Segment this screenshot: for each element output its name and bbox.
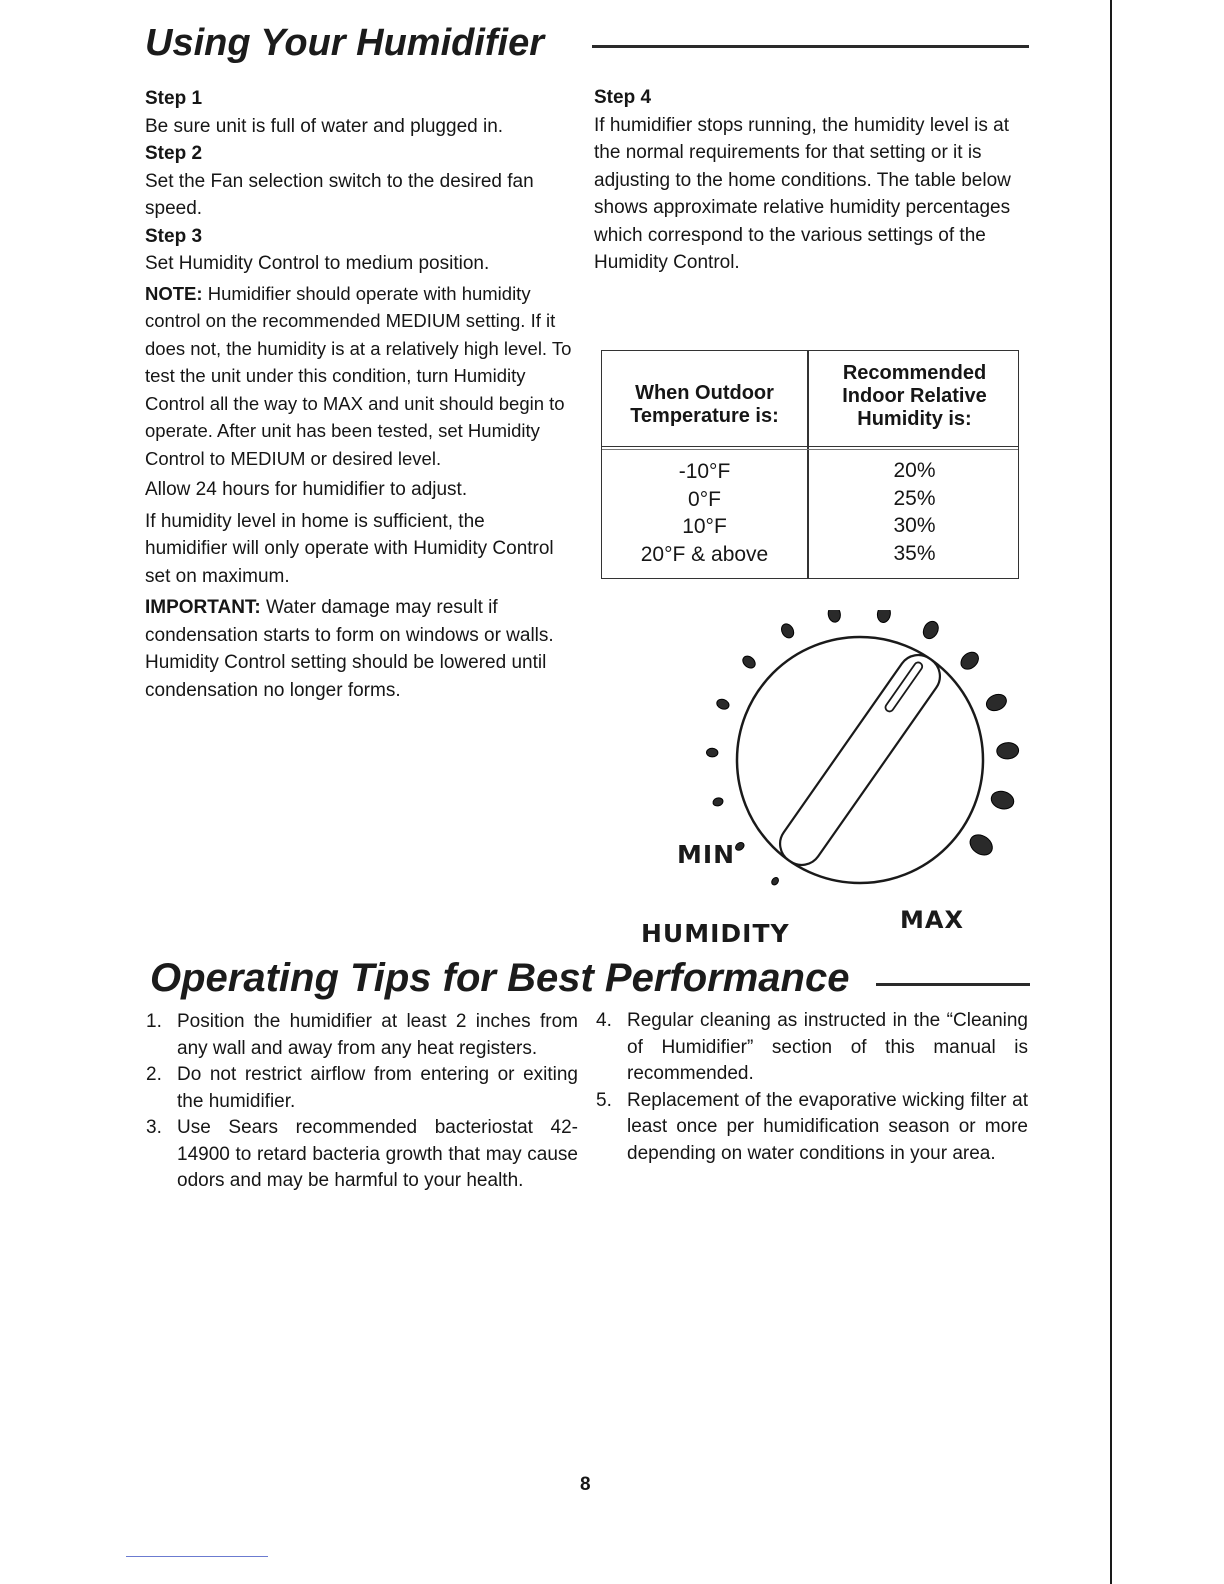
title-rule [876,983,1030,986]
note-text: Humidifier should operate with humidity control on the recommended MEDIUM setting. If it does not, the humidity is at a relatively high level. To test the unit under this condition, turn Humidity Control all the way to MAX and unit should begin to operate. After unit has been tested, set Humidity Control to MEDIUM or desired level. [145,282,572,469]
section-title-tips: Operating Tips for Best Performance [150,956,850,1000]
table-cell: 20% [893,459,936,482]
step-4-heading: Step 4 [594,87,652,108]
humidity-dial-illustration [625,610,1025,950]
allow-text: Allow 24 hours for humidifier to adjust. [145,479,468,500]
header-line: Recommended [842,362,987,384]
setting-dot [715,697,730,710]
important-text: Water damage may result if condensation starts to form on windows or walls. Humidity Control setting should be lowered until condensation no longer forms. [145,597,554,701]
table-cell: 30% [893,514,936,537]
footer-rule [126,1556,268,1557]
step-3-heading: Step 3 [145,225,203,247]
step-4-text: If humidifier stops running, the humidity level is at the normal requirements for that setting or it is adjusting to the home conditions. The table below shows approximate relative humidity percentages which correspond to the various settings of the Humidity Control. [594,114,1011,273]
header-line: Temperature is: [630,405,779,427]
step-1-text: Be sure unit is full of water and plugged in. [145,115,504,137]
list-item [146,1062,578,1115]
tips-list-right [596,1008,1028,1167]
step-2-heading: Step 2 [145,143,203,164]
step-3-text: Set Humidity Control to medium position. [145,253,490,274]
table-cell: 25% [893,486,936,510]
note-paragraph [145,280,573,473]
table-cell: 10°F [682,515,727,538]
page-number: 8 [580,1474,591,1495]
dial-knob [737,637,983,883]
setting-dot [984,691,1009,713]
header-line: Indoor Relative [842,385,987,407]
table-header-outdoor [602,382,807,428]
setting-dot [827,610,842,623]
sufficient-text: If humidity level in home is sufficient, the humidifier will only operate with Humidity Control set on maximum. [145,510,554,587]
left-column [145,85,585,704]
setting-dot [920,619,941,642]
dial-min-label: MIN [677,840,736,869]
list-item [596,1008,1028,1088]
list-text: Replacement of the evaporative wicking filter at least once per humidification season or more depending on water conditions in your area. [627,1089,1028,1164]
important-label: IMPORTANT: [145,597,261,618]
humidity-table [601,350,1019,579]
setting-dot [734,841,745,852]
page-edge-rule [1110,0,1112,1584]
setting-dot [770,876,780,886]
section-title-using: Using Your Humidifier [145,22,545,64]
list-number: 3. [146,1117,162,1138]
step-1-heading: Step 1 [145,88,203,109]
title-rule [592,45,1029,48]
tips-list-left [146,1009,578,1195]
list-item [146,1115,578,1195]
setting-dot [966,831,996,860]
setting-dot [989,789,1016,812]
note-label: NOTE: [145,282,203,304]
list-number: 5. [596,1089,612,1111]
setting-dot [712,797,724,807]
list-text: Do not restrict airflow from entering or exiting the humidifier. [177,1064,578,1112]
list-number: 2. [146,1064,162,1085]
important-paragraph [145,594,570,704]
table-cell: 0°F [688,487,721,511]
table-header-rule [602,446,1018,450]
setting-dot [706,748,718,757]
list-item [146,1009,578,1062]
list-number: 1. [146,1011,162,1032]
header-line: When Outdoor [635,382,774,404]
list-text: Use Sears recommended bacteriostat 42-14900 to retard bacteria growth that may cause odors and may be harmful to your health. [177,1117,578,1191]
dial-max-label: MAX [900,906,964,934]
setting-dot [740,654,757,671]
table-col-humidity [809,457,1020,567]
setting-dot [779,622,796,640]
setting-dot [958,649,982,673]
list-item [596,1088,1028,1168]
setting-dot [996,742,1019,760]
table-cell: -10°F [678,460,731,483]
table-header-indoor [809,362,1020,431]
table-cell: 35% [893,541,936,565]
table-cell: 20°F & above [640,542,769,566]
table-col-temperature [602,458,807,568]
list-number: 4. [596,1010,612,1031]
setting-dot [876,610,891,623]
list-text: Regular cleaning as instructed in the “Cleaning of Humidifier” section of this manual is recommended. [627,1010,1028,1084]
right-column [594,84,1034,277]
dial-caption: HUMIDITY [641,919,790,948]
list-text: Position the humidifier at least 2 inches from any wall and away from any heat registers. [177,1011,578,1059]
step-2-text: Set the Fan selection switch to the desired fan speed. [145,170,534,219]
header-line: Humidity is: [857,408,972,430]
